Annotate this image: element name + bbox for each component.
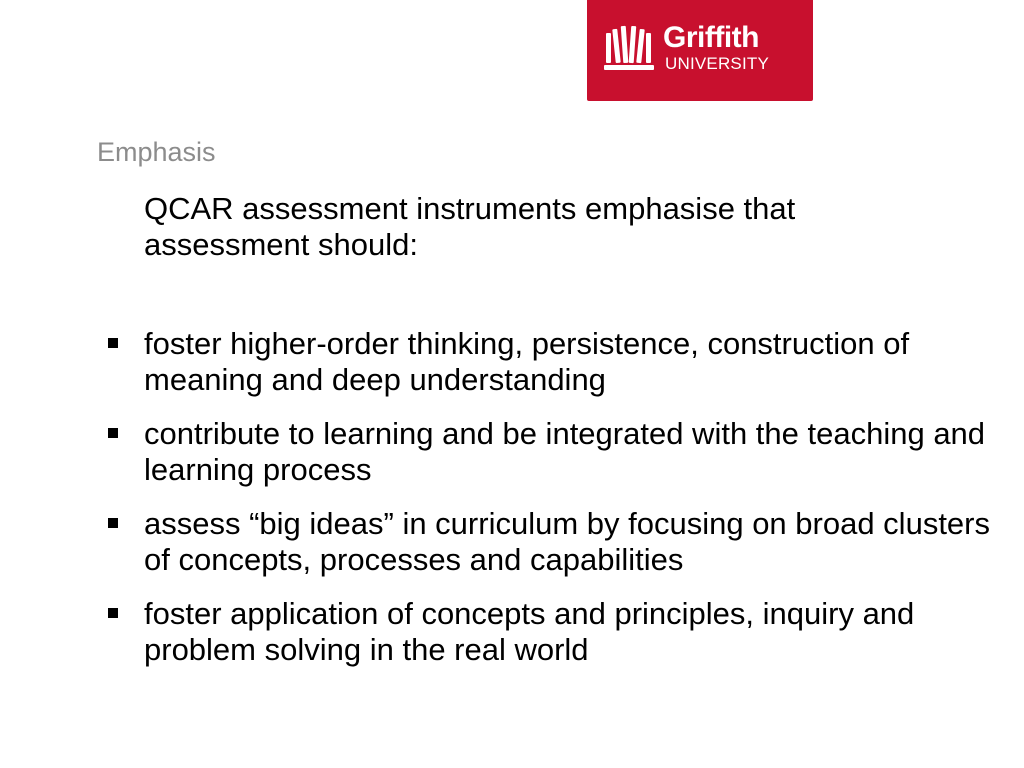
bullet-text: foster application of concepts and principles, inquiry and problem solving in the real world [144, 596, 915, 667]
square-bullet-icon [108, 608, 118, 618]
bullet-item [104, 596, 994, 668]
intro-text: QCAR assessment instruments emphasise that assessment should: [144, 191, 796, 262]
bullet-item [104, 326, 994, 398]
square-bullet-icon [108, 428, 118, 438]
bullet-item [104, 506, 994, 578]
bullet-text: foster higher-order thinking, persistence, construction of meaning and deep understanding [144, 326, 910, 397]
logo-name: Griffith [663, 21, 759, 54]
slide-title: Emphasis [97, 137, 216, 167]
bullet-text: assess “big ideas” in curriculum by focusing on broad clusters of concepts, processes and capabilities [144, 506, 990, 577]
griffith-logo [587, 0, 813, 101]
griffith-logo-mark-icon [604, 23, 658, 73]
bullet-text: contribute to learning and be integrated with the teaching and learning process [144, 416, 986, 487]
square-bullet-icon [108, 338, 118, 348]
bullet-item [104, 416, 994, 488]
square-bullet-icon [108, 518, 118, 528]
logo-subtitle: UNIVERSITY [665, 54, 770, 73]
bullet-list [104, 326, 994, 686]
